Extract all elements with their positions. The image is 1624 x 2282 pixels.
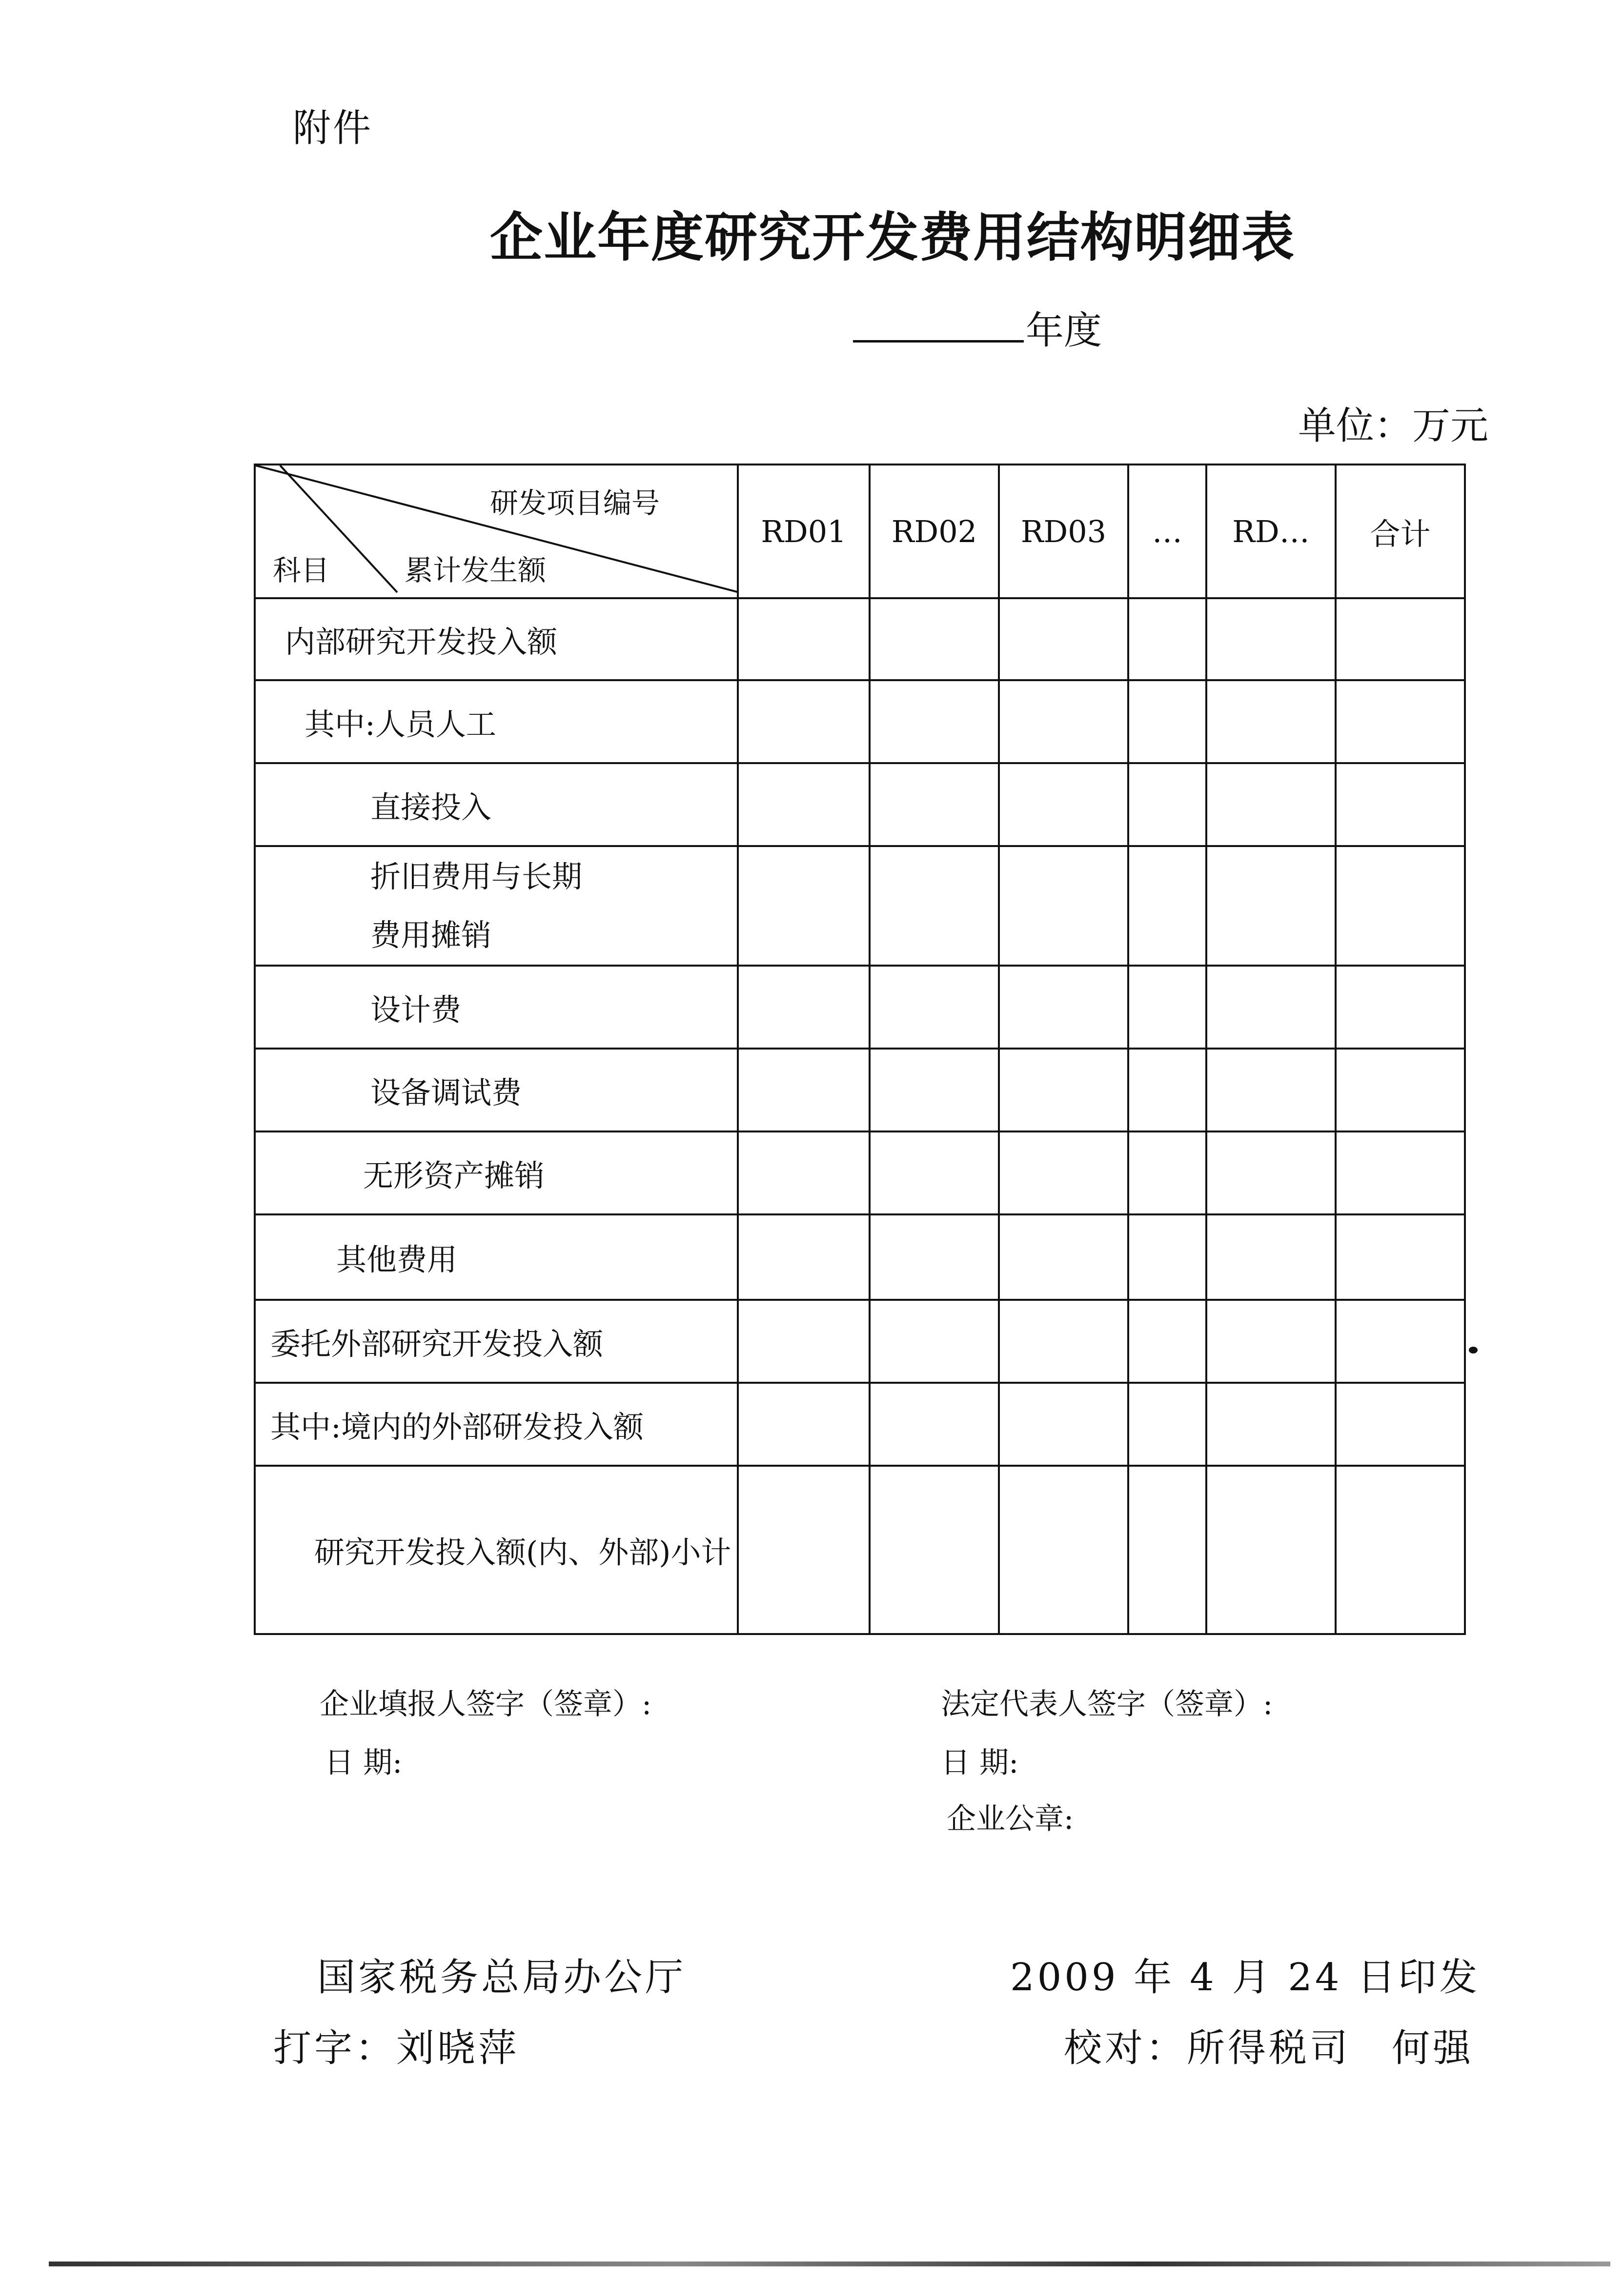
proofreader-label: 校对：所得税司 何强	[1064, 2026, 1474, 2070]
table-cell[interactable]	[1206, 1131, 1336, 1214]
table-cell[interactable]	[1128, 680, 1206, 763]
subject-label: 科目	[273, 554, 330, 587]
table-cell[interactable]	[870, 846, 999, 966]
row-label: 内部研究开发投入额	[255, 598, 738, 680]
row-label: 设备调试费	[255, 1049, 738, 1131]
table-cell[interactable]	[1206, 763, 1336, 846]
typist-label: 打字：刘晓萍	[273, 2026, 520, 2070]
col-header-rd01: RD01	[738, 464, 870, 598]
table-cell[interactable]	[1336, 1131, 1465, 1214]
enterprise-date-label: 日 期:	[325, 1746, 403, 1780]
year-blank-line[interactable]	[853, 300, 1024, 343]
row-label: 无形资产摊销	[255, 1131, 738, 1214]
table-cell[interactable]	[1206, 966, 1336, 1049]
table-cell[interactable]	[870, 680, 999, 763]
legal-rep-date-label: 日 期:	[941, 1746, 1019, 1780]
row-label	[255, 846, 738, 966]
table-cell[interactable]	[870, 598, 999, 680]
table-cell[interactable]	[870, 1300, 999, 1383]
expense-table	[254, 464, 1466, 1635]
table-cell[interactable]	[1128, 846, 1206, 966]
table-cell[interactable]	[738, 846, 870, 966]
table-row	[255, 1466, 1465, 1634]
table-row	[255, 598, 1465, 680]
table-cell[interactable]	[1336, 1049, 1465, 1131]
attachment-label: 附件	[293, 106, 373, 150]
table-cell[interactable]	[870, 763, 999, 846]
row-label-line1: 折旧费用与长期	[370, 858, 583, 894]
col-header-total: 合计	[1336, 464, 1465, 598]
corner-header-cell	[255, 464, 738, 598]
project-number-label: 研发项目编号	[490, 486, 660, 520]
table-row	[255, 1300, 1465, 1383]
table-row	[255, 1383, 1465, 1466]
table-cell[interactable]	[999, 763, 1128, 846]
table-cell[interactable]	[999, 1383, 1128, 1466]
row-label: 委托外部研究开发投入额	[255, 1300, 738, 1383]
table-cell[interactable]	[1206, 598, 1336, 680]
col-header-rd02: RD02	[870, 464, 999, 598]
col-header-rd03: RD03	[999, 464, 1128, 598]
table-cell[interactable]	[1206, 1300, 1336, 1383]
table-cell[interactable]	[1336, 1383, 1465, 1466]
table-cell[interactable]	[738, 680, 870, 763]
table-cell[interactable]	[999, 680, 1128, 763]
table-cell[interactable]	[999, 1214, 1128, 1300]
table-cell[interactable]	[870, 1383, 999, 1466]
table-cell[interactable]	[999, 966, 1128, 1049]
year-suffix: 年度	[1026, 309, 1102, 353]
table-cell[interactable]	[1206, 1214, 1336, 1300]
row-label: 其他费用	[255, 1214, 738, 1300]
table-cell[interactable]	[870, 1049, 999, 1131]
table-cell[interactable]	[870, 1131, 999, 1214]
scan-speck	[1469, 1347, 1478, 1353]
table-cell[interactable]	[738, 1383, 870, 1466]
table-row	[255, 1214, 1465, 1300]
company-seal-label: 企业公章:	[947, 1802, 1074, 1836]
table-cell[interactable]	[738, 1300, 870, 1383]
col-header-ellipsis: …	[1128, 464, 1206, 598]
table-cell[interactable]	[1128, 966, 1206, 1049]
legal-rep-signer-label: 法定代表人签字（签章）:	[941, 1687, 1273, 1721]
table-cell[interactable]	[738, 763, 870, 846]
table-cell[interactable]	[1128, 1049, 1206, 1131]
table-cell[interactable]	[738, 966, 870, 1049]
table-cell[interactable]	[738, 1131, 870, 1214]
row-label-line2: 费用摊销	[370, 917, 492, 953]
table-row	[255, 966, 1465, 1049]
row-label: 设计费	[255, 966, 738, 1049]
table-cell[interactable]	[738, 1466, 870, 1634]
enterprise-signer-label: 企业填报人签字（签章）:	[320, 1687, 652, 1721]
table-cell[interactable]	[738, 1049, 870, 1131]
table-cell[interactable]	[870, 1466, 999, 1634]
unit-label: 单位：万元	[1298, 404, 1489, 448]
table-cell[interactable]	[1206, 1383, 1336, 1466]
row-label: 研究开发投入额(内、外部)小计	[255, 1466, 738, 1634]
table-cell[interactable]	[738, 1214, 870, 1300]
table-cell[interactable]	[1128, 1214, 1206, 1300]
table-cell[interactable]	[738, 598, 870, 680]
table-cell[interactable]	[1336, 1466, 1465, 1634]
table-cell[interactable]	[1206, 1466, 1336, 1634]
table-cell[interactable]	[1206, 1049, 1336, 1131]
table-cell[interactable]	[999, 598, 1128, 680]
table-cell[interactable]	[870, 966, 999, 1049]
table-row	[255, 1131, 1465, 1214]
cumulative-label: 累计发生额	[405, 554, 547, 587]
table-cell[interactable]	[999, 846, 1128, 966]
table-cell[interactable]	[1128, 1383, 1206, 1466]
table-header-row	[255, 464, 1465, 598]
row-label: 其中:人员人工	[255, 680, 738, 763]
table-cell[interactable]	[1336, 1300, 1465, 1383]
table-cell[interactable]	[1336, 763, 1465, 846]
table-row	[255, 763, 1465, 846]
row-label: 其中:境内的外部研发投入额	[255, 1383, 738, 1466]
table-row	[255, 680, 1465, 763]
table-cell[interactable]	[999, 1131, 1128, 1214]
table-cell[interactable]	[1128, 1131, 1206, 1214]
table-cell[interactable]	[1128, 763, 1206, 846]
table-cell[interactable]	[1128, 598, 1206, 680]
table-row	[255, 846, 1465, 966]
table-cell[interactable]	[1336, 966, 1465, 1049]
table-cell[interactable]	[1336, 1214, 1465, 1300]
table-cell[interactable]	[999, 1049, 1128, 1131]
table-cell[interactable]	[1206, 846, 1336, 966]
table-cell[interactable]	[999, 1300, 1128, 1383]
table-cell[interactable]	[1206, 680, 1336, 763]
scan-bottom-edge	[49, 2262, 1610, 2266]
table-cell[interactable]	[1128, 1300, 1206, 1383]
table-cell[interactable]	[870, 1214, 999, 1300]
table-cell[interactable]	[1336, 846, 1465, 966]
table-row	[255, 1049, 1465, 1131]
table-cell[interactable]	[1336, 680, 1465, 763]
issue-date: 2009 年 4 月 24 日印发	[1010, 1956, 1481, 1999]
page-title: 企业年度研究开发费用结构明细表	[489, 207, 1295, 268]
table-cell[interactable]	[1128, 1466, 1206, 1634]
issuer-office: 国家税务总局办公厅	[317, 1956, 687, 1999]
table-cell[interactable]	[1336, 598, 1465, 680]
col-header-rd-more: RD…	[1206, 464, 1336, 598]
table-cell[interactable]	[999, 1466, 1128, 1634]
row-label: 直接投入	[255, 763, 738, 846]
